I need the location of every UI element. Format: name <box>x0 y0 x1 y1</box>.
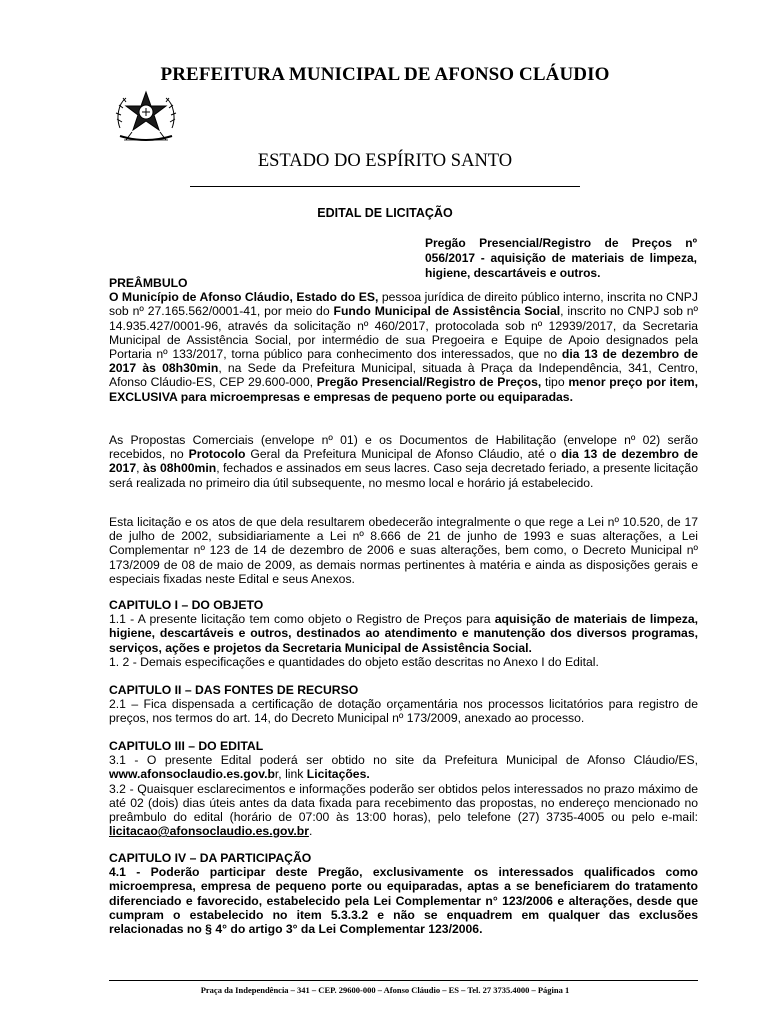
text-run: Fundo Municipal de Assistência Social <box>333 304 561 319</box>
text-run: , na Sede da Prefeitura Municipal, situada à Praça da Independência, 341, Centro, Afonso Cláudio-ES, CEP 29.600-000, <box>109 361 698 390</box>
header-divider <box>190 186 580 187</box>
text-run: O Município de Afonso Cláudio, Estado do ES, <box>109 290 379 305</box>
item-1-2: 1. 2 - Demais especificações e quantidades do objeto estão descritas no Anexo I do Edital. <box>109 654 599 669</box>
municipal-crest-icon <box>112 88 180 150</box>
text-run: dia 13 de dezembro de 2017 às 08h30min <box>109 347 698 376</box>
item-4-1: 4.1 - Poderão participar deste Pregão, exclusivamente os interessados qualificados como microempresa, empresa de pequeno porte ou equiparadas, aptas a se beneficiarem do tratamento diferenciado e favorecido, estabelecido pela Lei Complementar n° 123/2006 e alterações, desde que cumpram o estabelecido no item 5.3.3.2 e não se enquadrem em qualquer das exclusões relacionadas no § 4° do artigo 3° da Lei Complementar 123/2006. <box>109 865 698 937</box>
text-run: tipo <box>541 375 569 390</box>
item-2-1: 2.1 – Fica dispensada a certificação de dotação orçamentária nos processos licitatórios para registro de preços, nos termos do art. 14, do Decreto Municipal nº 173/2009, anexado ao processo. <box>109 697 698 726</box>
text-run: 3.2 - Quaisquer esclarecimentos e informações poderão ser obtidos pelos interessados no prazo máximo de até 02 (dois) dias úteis antes da data fixada para recebimento das propostas, no endereço mencionado no preâmbulo do edital (horário de 07:00 às 13:00 horas), pelo telefone (27) 3735-4005 ou pelo e-mail: <box>109 781 698 825</box>
text-run: , fechados e assinados em seus lacres. Caso seja decretado feriado, a presente licitação será realizada no primeiro dia útil subsequente, no mesmo local e horário já estabelecido. <box>109 461 698 490</box>
text-run: Geral da Prefeitura Municipal de Afonso Cláudio, até o <box>245 447 562 462</box>
item-1-1 <box>109 612 698 655</box>
text-run: às 08h00min <box>142 461 217 476</box>
preambulo-section <box>109 276 698 404</box>
chapter-2-heading: CAPITULO II – DAS FONTES DE RECURSO <box>109 683 359 697</box>
chapter-1-heading: CAPITULO I – DO OBJETO <box>109 598 264 612</box>
licitacoes-link[interactable]: Licitações. <box>306 767 370 782</box>
chapter-1-section <box>109 598 698 669</box>
preambulo-paragraph-3 <box>109 515 698 586</box>
page-footer: Praça da Independência – 341 – CEP. 29600-000 – Afonso Cláudio – ES – Tel. 27 3735.4000 – Página 1 <box>200 985 570 995</box>
municipality-title: PREFEITURA MUNICIPAL DE AFONSO CLÁUDIO <box>160 64 610 85</box>
footer-divider <box>109 980 698 981</box>
text-run: 3.1 - O presente Edital poderá ser obtido no site da Prefeitura Municipal de Afonso Cláudio/ES, <box>109 753 698 768</box>
email-link[interactable]: licitacao@afonsoclaudio.es.gov.br <box>109 824 309 839</box>
preambulo-paragraph-1 <box>109 290 698 404</box>
text-run: aquisição de materiais de limpeza, higiene, descartáveis e outros, destinados ao atendimento e manutenção dos diversos programas, serviços, ações e projetos da Secretaria Municipal de Assistência Social. <box>109 612 698 655</box>
website-link[interactable]: www.afonsoclaudio.es.gov.b <box>109 767 275 782</box>
text-run: menor preço por item, EXCLUSIVA para microempresas e empresas de pequeno porte ou equiparadas. <box>109 375 698 404</box>
text-run: Esta licitação e os atos de que dela resultarem obedecerão integralmente o que rege a Lei nº 10.520, de 17 de julho de 2002, subsidiariamente a Lei nº 8.666 de 21 de junho de 1993 e suas alterações, a Lei Complementar nº 123 de 14 de dezembro de 2006 e suas alterações, bem como, o Decreto Municipal nº 173/2009 de 08 de maio de 2009, as demais normas pertinentes à matéria e ainda as disposições gerais e especiais fixadas neste Edital e seus Anexos. <box>109 515 698 586</box>
preambulo-heading: PREÂMBULO <box>109 276 188 290</box>
chapter-3-heading: CAPITULO III – DO EDITAL <box>109 739 264 753</box>
text-run: 1.1 - A presente licitação tem como objeto o Registro de Preços para <box>109 612 495 627</box>
text-run: , inscrito no CNPJ sob nº 14.935.427/0001-96, através da solicitação nº 460/2017, protocolada sob nº 12939/2017, da Secretaria Municipal de Assistência Social, por intermédio de sua Pregoeira e Equipe de Apoio designados pela Portaria nº 133/2017, torna público para conhecimento dos interessados, que no <box>109 304 699 362</box>
text-run: Protocolo <box>188 447 246 462</box>
chapter-4-section <box>109 851 698 936</box>
text-run: pessoa jurídica de direito público interno, inscrita no CNPJ sob nº 27.165.562/0001-41, por meio do <box>109 290 698 319</box>
preambulo-paragraph-2 <box>109 433 698 490</box>
text-run: . <box>308 824 313 839</box>
text-run: dia 13 de dezembro de 2017 <box>109 447 699 476</box>
document-title: EDITAL DE LICITAÇÃO <box>317 206 453 220</box>
chapter-3-section <box>109 739 698 838</box>
text-run: , <box>136 461 143 476</box>
state-title: ESTADO DO ESPÍRITO SANTO <box>257 151 513 171</box>
document-subject: Pregão Presencial/Registro de Preços nº 056/2017 - aquisição de materiais de limpeza, higiene, descartáveis e outros. <box>425 236 697 280</box>
item-3-1 <box>109 753 698 781</box>
text-run: Pregão Presencial/Registro de Preços, <box>316 375 542 390</box>
text-run: r, link <box>274 767 307 782</box>
item-3-2 <box>109 782 698 839</box>
chapter-4-heading: CAPITULO IV – DA PARTICIPAÇÃO <box>109 851 312 865</box>
chapter-2-section <box>109 683 698 726</box>
text-run: As Propostas Comerciais (envelope nº 01) e os Documentos de Habilitação (envelope nº 02) serão recebidos, no <box>109 433 698 462</box>
